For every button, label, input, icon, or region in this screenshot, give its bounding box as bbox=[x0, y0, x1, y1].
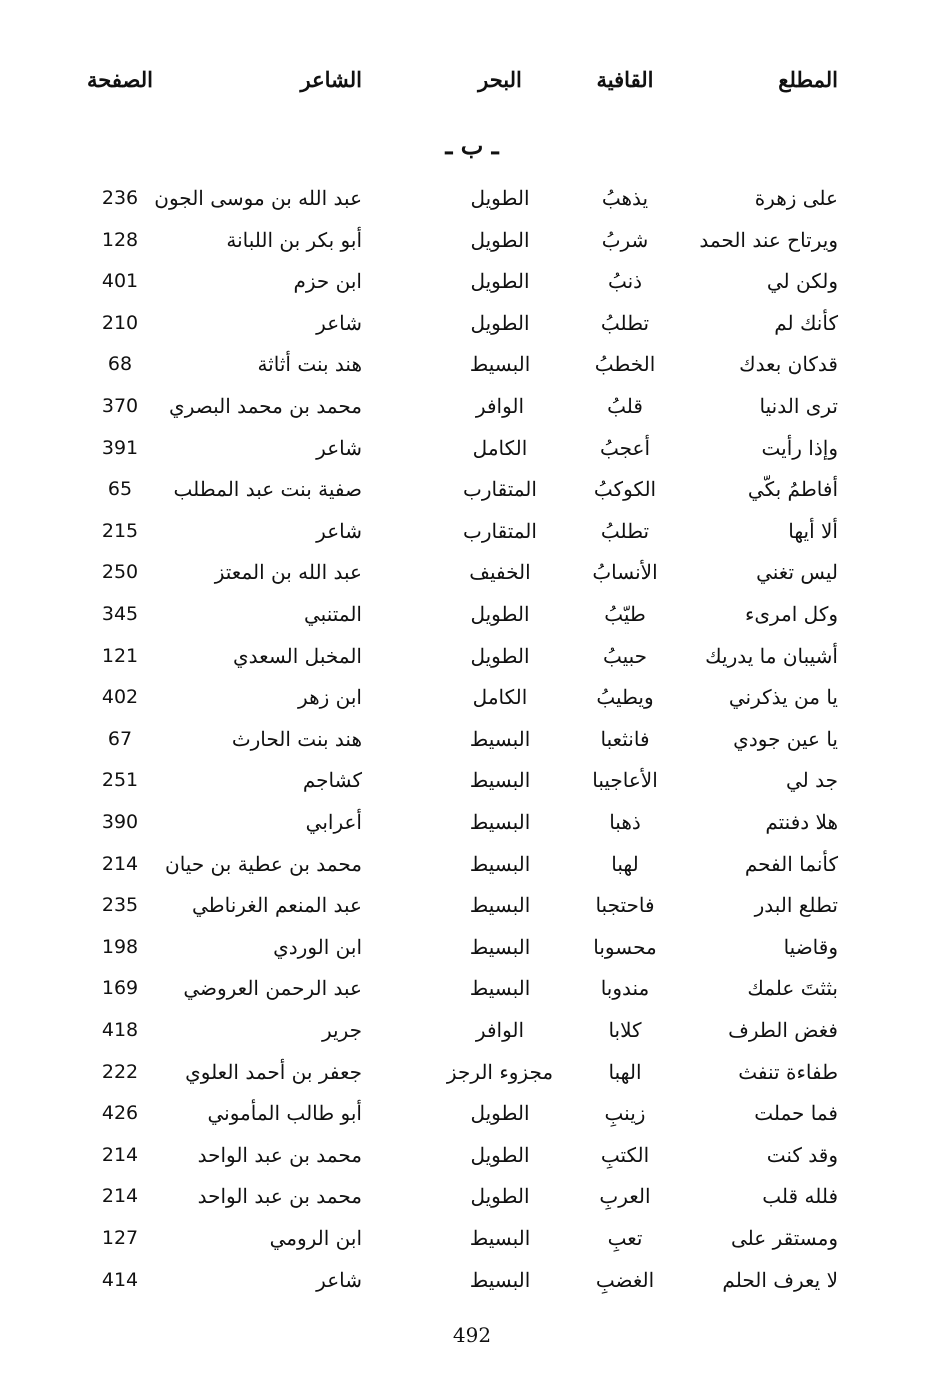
cell-bahr: الطويل bbox=[470, 310, 530, 335]
cell-bahr: البسيط bbox=[469, 810, 531, 834]
table-row bbox=[0, 1052, 944, 1092]
cell-bahr: الطويل bbox=[470, 186, 530, 210]
header-qafia: القافية bbox=[596, 67, 654, 92]
cell-bahr: الكامل bbox=[472, 685, 528, 710]
cell-shaer: عبد الرحمن العروضي bbox=[183, 976, 362, 1001]
cell-shaer: المتنبي bbox=[304, 602, 362, 626]
table-row bbox=[0, 636, 944, 676]
cell-shaer: محمد بن عبد الواحد bbox=[197, 1184, 362, 1209]
cell-qafia: أعجبُ bbox=[599, 435, 651, 460]
table-row bbox=[0, 220, 944, 260]
header-shaer: الشاعر bbox=[300, 67, 362, 92]
table-row bbox=[0, 719, 944, 759]
cell-qafia: زينبِ bbox=[604, 1101, 646, 1126]
table-row bbox=[0, 428, 944, 468]
cell-matla: ولكن لي bbox=[766, 269, 838, 294]
cell-bahr: الطويل bbox=[470, 1184, 530, 1209]
cell-matla: أفاطمُ بكّي bbox=[747, 477, 838, 502]
cell-shaer: المخبل السعدي bbox=[233, 643, 362, 668]
table-row bbox=[0, 1260, 944, 1300]
cell-page: 214 bbox=[101, 1143, 139, 1166]
cell-matla: تطلع البدر bbox=[754, 893, 838, 918]
table-row bbox=[0, 178, 944, 218]
cell-matla: وإذا رأيت bbox=[761, 435, 838, 460]
cell-page: 401 bbox=[101, 270, 139, 293]
cell-bahr: البسيط bbox=[469, 934, 531, 959]
cell-page: 67 bbox=[107, 727, 133, 750]
cell-page: 214 bbox=[101, 852, 139, 875]
cell-shaer: محمد بن عبد الواحد bbox=[197, 1142, 362, 1167]
cell-matla: وقاضيا bbox=[783, 934, 838, 959]
cell-shaer: عبد المنعم الغرناطي bbox=[192, 893, 362, 918]
cell-shaer: شاعر bbox=[316, 435, 362, 460]
cell-qafia: تعبِ bbox=[607, 1226, 643, 1250]
cell-qafia: الغضبِ bbox=[595, 1267, 655, 1292]
cell-page: 210 bbox=[101, 311, 139, 334]
table-row bbox=[0, 1218, 944, 1258]
cell-page: 414 bbox=[101, 1268, 139, 1291]
cell-qafia: ويطيبُ bbox=[596, 685, 654, 710]
cell-matla: أشيبان ما يدريك bbox=[705, 643, 838, 668]
table-row bbox=[0, 594, 944, 634]
cell-page: 214 bbox=[101, 1185, 139, 1208]
cell-qafia: طيّبُ bbox=[604, 602, 646, 626]
cell-page: 426 bbox=[101, 1102, 139, 1125]
table-row bbox=[0, 760, 944, 800]
cell-shaer: شاعر bbox=[316, 518, 362, 543]
table-row bbox=[0, 469, 944, 509]
cell-qafia: تطلبُ bbox=[600, 518, 650, 543]
cell-page: 251 bbox=[101, 769, 139, 792]
cell-shaer: كشاجم bbox=[302, 768, 362, 793]
section-letter: ـ ب ـ bbox=[445, 131, 499, 160]
table-row bbox=[0, 677, 944, 717]
cell-shaer: أبو طالب المأموني bbox=[207, 1101, 362, 1126]
cell-shaer: ابن حزم bbox=[293, 269, 362, 294]
cell-bahr: البسيط bbox=[469, 893, 531, 918]
cell-matla: ألا أيها bbox=[788, 518, 838, 543]
table-row bbox=[0, 303, 944, 343]
cell-bahr: الكامل bbox=[472, 435, 528, 460]
cell-page: 169 bbox=[101, 977, 139, 1000]
cell-qafia: ذنبُ bbox=[607, 269, 643, 294]
cell-qafia: فانثعبا bbox=[600, 726, 650, 751]
cell-page: 236 bbox=[101, 187, 139, 209]
cell-matla: بثثتَ علمك bbox=[747, 976, 838, 1001]
cell-shaer: ابن زهر bbox=[298, 685, 362, 710]
cell-shaer: أعرابي bbox=[305, 810, 362, 834]
cell-matla: فلله قلب bbox=[762, 1184, 838, 1209]
table-header bbox=[0, 60, 944, 100]
cell-qafia: شربُ bbox=[601, 227, 649, 252]
header-page: الصفحة bbox=[87, 67, 153, 92]
cell-bahr: الطويل bbox=[470, 602, 530, 626]
cell-qafia: الأعاجيبا bbox=[592, 768, 658, 793]
cell-matla: ومستقر على bbox=[731, 1226, 838, 1250]
cell-bahr: البسيط bbox=[469, 768, 531, 793]
cell-bahr: الوافر bbox=[475, 1018, 525, 1042]
cell-bahr: الطويل bbox=[470, 1142, 530, 1167]
cell-shaer: محمد بن عطية بن حيان bbox=[165, 851, 362, 876]
cell-matla: فغض الطرف bbox=[728, 1018, 838, 1042]
cell-matla: يا عين جودي bbox=[733, 726, 838, 751]
cell-qafia: حبيبُ bbox=[602, 643, 648, 668]
cell-matla: كأنما الفحم bbox=[744, 851, 838, 876]
cell-qafia: يذهبُ bbox=[601, 186, 649, 210]
cell-bahr: البسيط bbox=[469, 726, 531, 751]
cell-qafia: مندوبا bbox=[600, 976, 650, 1001]
cell-shaer: هند بنت الحارث bbox=[231, 726, 362, 751]
cell-qafia: العربِ bbox=[599, 1184, 651, 1209]
cell-page: 127 bbox=[101, 1227, 139, 1249]
cell-page: 222 bbox=[101, 1060, 139, 1083]
cell-qafia: قلبُ bbox=[607, 394, 643, 418]
cell-page: 345 bbox=[101, 603, 139, 625]
cell-page: 418 bbox=[101, 1019, 139, 1041]
table-row bbox=[0, 261, 944, 301]
cell-page: 121 bbox=[101, 644, 139, 667]
cell-qafia: الكوكبُ bbox=[593, 477, 657, 502]
cell-page: 65 bbox=[107, 478, 133, 501]
cell-shaer: شاعر bbox=[316, 1267, 362, 1292]
cell-bahr: الطويل bbox=[470, 227, 530, 252]
cell-page: 391 bbox=[101, 436, 139, 459]
cell-qafia: محسوبا bbox=[593, 934, 657, 959]
cell-page: 370 bbox=[101, 395, 139, 417]
cell-page: 390 bbox=[101, 811, 139, 833]
table-row bbox=[0, 1010, 944, 1050]
table-row bbox=[0, 885, 944, 925]
cell-bahr: الطويل bbox=[470, 1101, 530, 1126]
table-row bbox=[0, 802, 944, 842]
cell-matla: قدكان بعدك bbox=[739, 352, 838, 377]
table-row bbox=[0, 511, 944, 551]
cell-shaer: أبو بكر بن اللبانة bbox=[226, 227, 362, 252]
cell-page: 128 bbox=[101, 228, 139, 251]
cell-matla: يا من يذكرني bbox=[728, 685, 838, 710]
cell-qafia: فاحتجبا bbox=[595, 893, 655, 918]
cell-matla: فما حملت bbox=[754, 1101, 838, 1126]
cell-qafia: لهبا bbox=[611, 851, 639, 876]
cell-bahr: البسيط bbox=[469, 976, 531, 1001]
cell-bahr: الوافر bbox=[475, 394, 525, 418]
cell-qafia: الكتبِ bbox=[600, 1142, 650, 1167]
table-row bbox=[0, 1135, 944, 1175]
cell-bahr: البسيط bbox=[469, 352, 531, 377]
table-row bbox=[0, 386, 944, 426]
cell-page: 235 bbox=[101, 894, 139, 917]
cell-shaer: صفية بنت عبد المطلب bbox=[173, 477, 362, 502]
header-bahr: البحر bbox=[478, 67, 522, 92]
cell-matla: طفاءة تنفث bbox=[738, 1059, 838, 1084]
cell-shaer: محمد بن محمد البصري bbox=[169, 394, 362, 418]
cell-matla: ليس تغني bbox=[756, 560, 838, 585]
cell-qafia: الخطبُ bbox=[594, 352, 656, 377]
table-row bbox=[0, 1093, 944, 1133]
table-row bbox=[0, 1176, 944, 1216]
cell-matla: كأنك لم bbox=[774, 310, 838, 335]
cell-shaer: جرير bbox=[322, 1018, 362, 1042]
cell-matla: لا يعرف الحلم bbox=[722, 1267, 838, 1292]
table-row bbox=[0, 552, 944, 592]
cell-page: 215 bbox=[101, 519, 139, 542]
cell-shaer: ابن الوردي bbox=[273, 934, 362, 959]
table-row bbox=[0, 844, 944, 884]
cell-qafia: الأنسابُ bbox=[592, 560, 658, 585]
cell-bahr: مجزوء الرجز bbox=[446, 1059, 554, 1084]
cell-page: 402 bbox=[101, 686, 139, 709]
cell-bahr: الخفيف bbox=[469, 560, 531, 585]
cell-qafia: تطلبُ bbox=[600, 310, 650, 335]
cell-qafia: ذهبا bbox=[609, 810, 641, 834]
table-row bbox=[0, 927, 944, 967]
cell-matla: على زهرة bbox=[754, 186, 838, 210]
cell-shaer: ابن الرومي bbox=[269, 1226, 362, 1250]
cell-bahr: البسيط bbox=[469, 851, 531, 876]
cell-shaer: جعفر بن أحمد العلوي bbox=[185, 1059, 362, 1084]
cell-bahr: البسيط bbox=[469, 1226, 531, 1250]
cell-bahr: الطويل bbox=[470, 269, 530, 294]
cell-bahr: المتقارب bbox=[463, 518, 537, 543]
table-row bbox=[0, 344, 944, 384]
cell-matla: جد لي bbox=[786, 768, 838, 793]
cell-shaer: هند بنت أثاثة bbox=[257, 352, 362, 377]
cell-shaer: عبد الله بن المعتز bbox=[214, 560, 362, 585]
cell-shaer: عبد الله بن موسى الجون bbox=[154, 186, 362, 210]
cell-qafia: الهبا bbox=[608, 1059, 642, 1084]
cell-qafia: كلابا bbox=[608, 1018, 642, 1042]
cell-bahr: الطويل bbox=[470, 643, 530, 668]
cell-page: 250 bbox=[101, 561, 139, 584]
cell-bahr: المتقارب bbox=[463, 477, 537, 502]
cell-page: 198 bbox=[101, 935, 139, 958]
cell-matla: وقد كنت bbox=[766, 1142, 838, 1167]
page-number: 492 bbox=[452, 1323, 492, 1347]
table-row bbox=[0, 968, 944, 1008]
header-matla: المطلع bbox=[778, 67, 838, 92]
cell-matla: وكل امرىء bbox=[744, 602, 838, 626]
cell-matla: ويرتاح عند الحمد bbox=[699, 227, 838, 252]
cell-page: 68 bbox=[107, 353, 133, 376]
cell-shaer: شاعر bbox=[316, 310, 362, 335]
cell-matla: هلا دفنتم bbox=[765, 810, 838, 834]
cell-matla: ترى الدنيا bbox=[759, 394, 838, 418]
cell-bahr: البسيط bbox=[469, 1267, 531, 1292]
